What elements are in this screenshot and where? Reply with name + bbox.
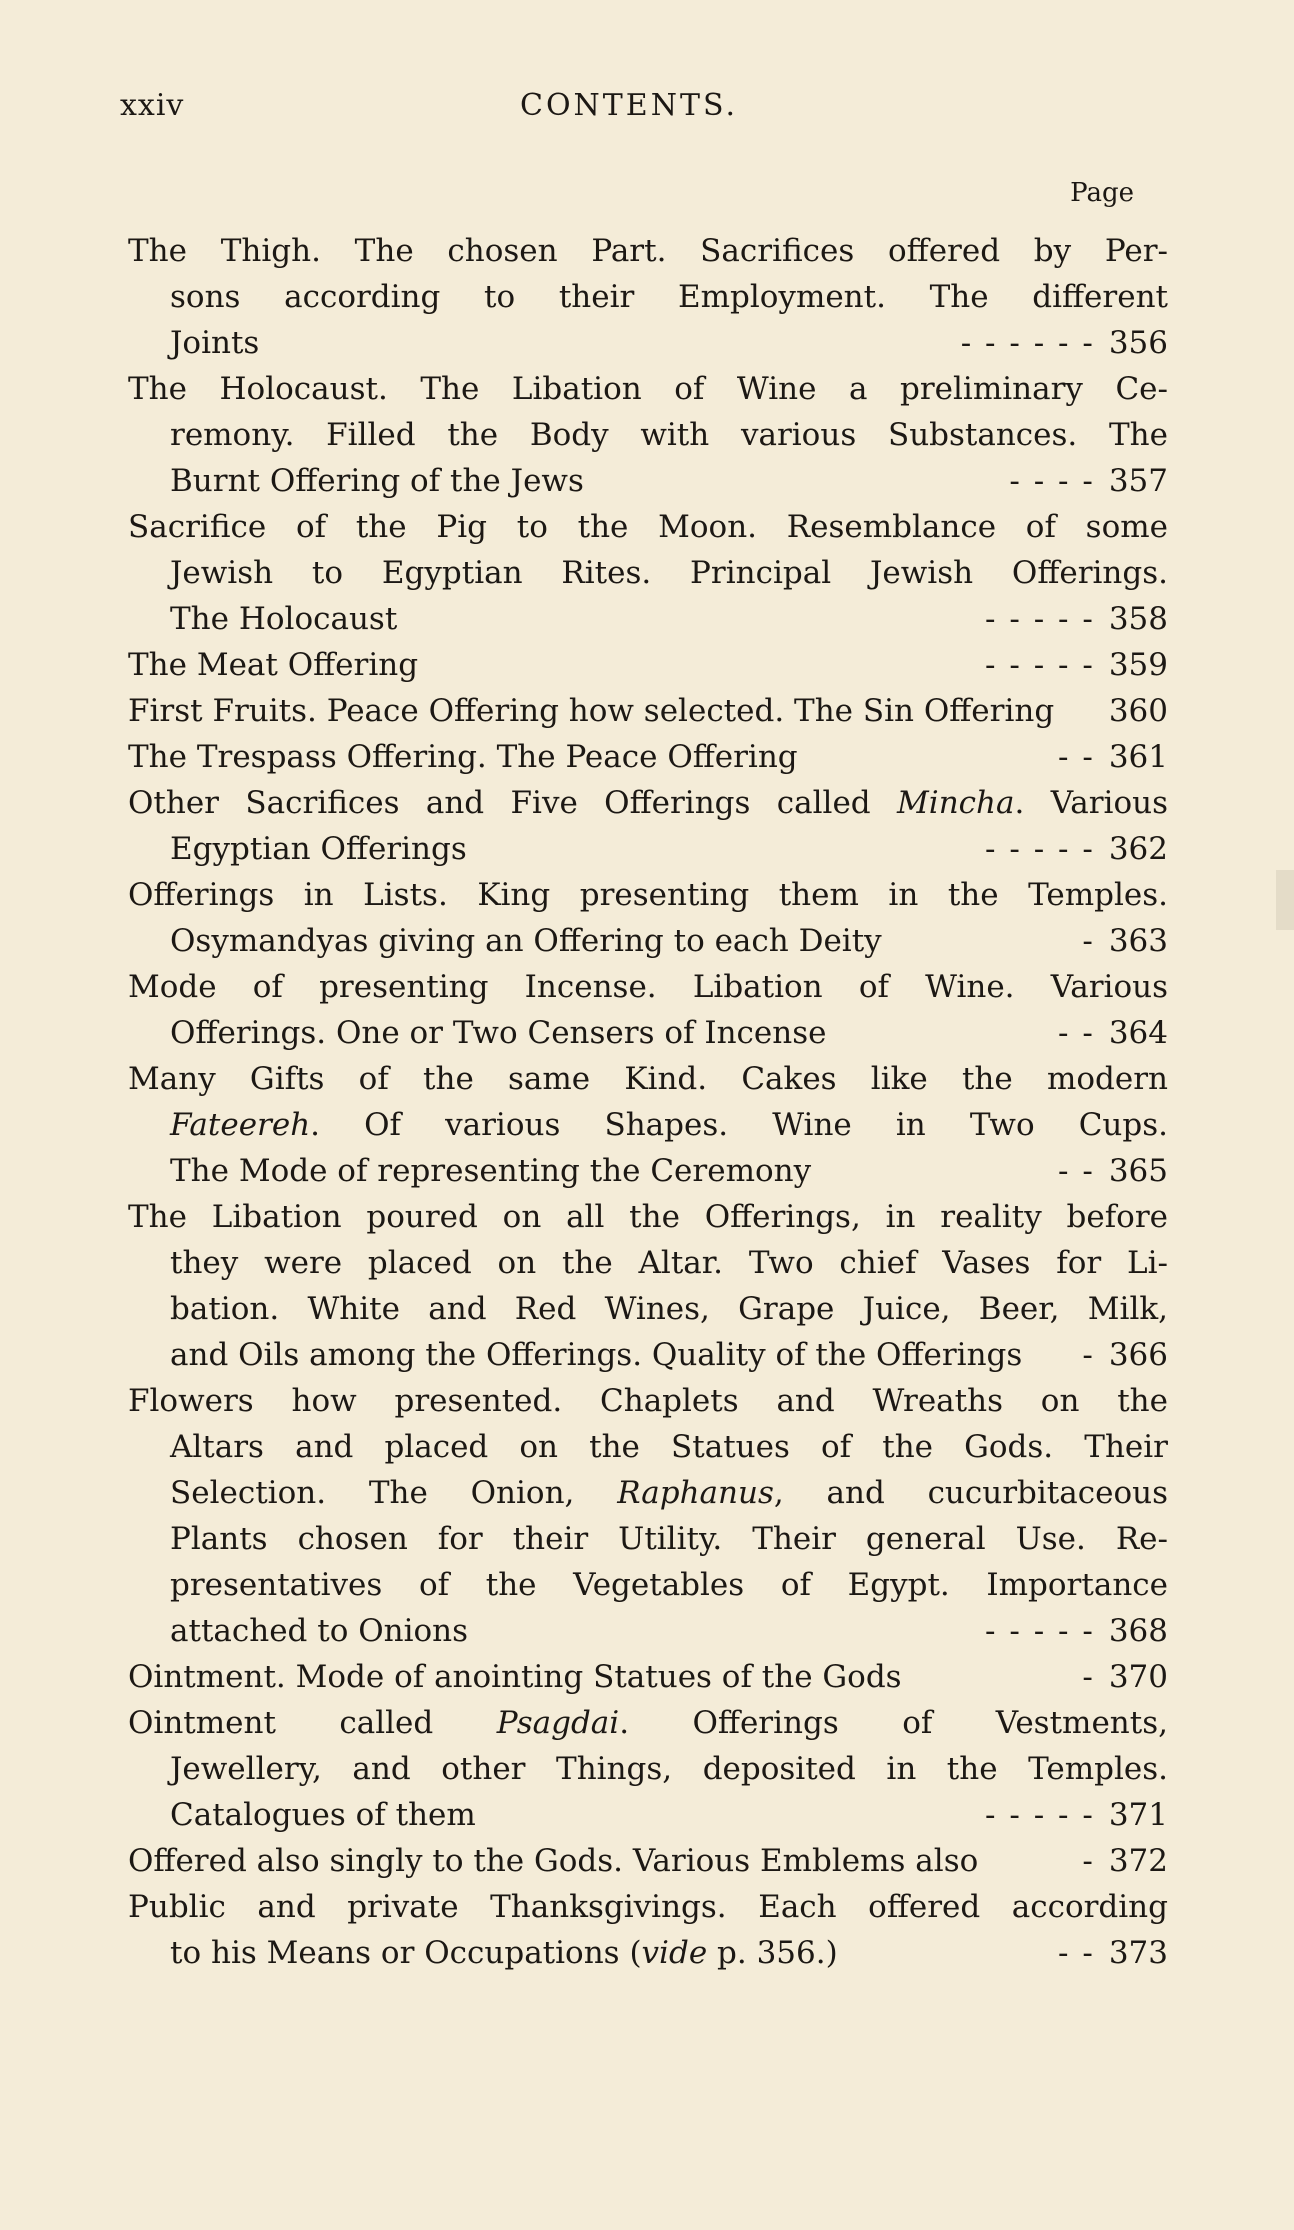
contents-line	[128, 1562, 1168, 1608]
contents-line	[128, 1608, 1168, 1654]
contents-line-text: Flowers how presented. Chaplets and Wreaths on the	[128, 1383, 1168, 1419]
page-number: 372	[1108, 1843, 1168, 1879]
contents-line-text: Burnt Offering of the Jews	[170, 463, 584, 499]
page-header	[0, 88, 1294, 128]
contents-line	[128, 320, 1168, 366]
contents-line-text: Sacrifice of the Pig to the Moon. Resemblance of some	[128, 509, 1168, 545]
page-number: 356	[1108, 325, 1168, 361]
contents-line	[128, 596, 1168, 642]
contents-line-text: Public and private Thanksgivings. Each offered according	[128, 1889, 1168, 1925]
contents-line-text: they were placed on the Altar. Two chief Vases for Li-	[170, 1245, 1168, 1281]
contents-line-text: attached to Onions	[170, 1613, 469, 1649]
page-number: 358	[1108, 601, 1168, 637]
contents-line-text: Offerings in Lists. King presenting them in the Temples.	[128, 877, 1168, 913]
contents-line	[128, 458, 1168, 504]
contents-line	[128, 274, 1168, 320]
contents-line-text: Selection. The Onion, Raphanus, and cucurbitaceous	[170, 1475, 1168, 1511]
leader-dashes: -	[1082, 923, 1095, 959]
contents-line	[128, 1378, 1168, 1424]
contents-line	[128, 688, 1168, 734]
contents-line	[128, 1240, 1168, 1286]
contents-line	[128, 1332, 1168, 1378]
contents-line-text: Plants chosen for their Utility. Their general Use. Re-	[170, 1521, 1168, 1557]
contents-line	[128, 642, 1168, 688]
contents-line-text: sons according to their Employment. The different	[170, 279, 1168, 315]
contents-line-text: Egyptian Offerings	[170, 831, 467, 867]
contents-line-text: presentatives of the Vegetables of Egypt. Importance	[170, 1567, 1168, 1603]
page-number: 365	[1108, 1153, 1168, 1189]
leader-dashes: - -	[1058, 1153, 1095, 1189]
page-number: 360	[1108, 693, 1168, 729]
page-number: 357	[1108, 463, 1168, 499]
contents-line	[128, 1010, 1168, 1056]
contents-line-text: Many Gifts of the same Kind. Cakes like the modern	[128, 1061, 1168, 1097]
contents-line	[128, 1470, 1168, 1516]
contents-line	[128, 1792, 1168, 1838]
contents-line	[128, 1884, 1168, 1930]
leader-dashes: - - - - -	[985, 1797, 1095, 1833]
contents-line	[128, 366, 1168, 412]
contents-list	[128, 228, 1168, 1976]
contents-line	[128, 1102, 1168, 1148]
contents-line	[128, 1700, 1168, 1746]
page-number: 373	[1108, 1935, 1168, 1971]
contents-line	[128, 918, 1168, 964]
leader-dashes: -	[1082, 1337, 1095, 1373]
page-number: 364	[1108, 1015, 1168, 1051]
leader-dashes: - - - - -	[985, 831, 1095, 867]
contents-line-text: Ointment called Psagdai. Offerings of Vestments,	[128, 1705, 1168, 1741]
contents-line-text: Catalogues of them	[170, 1797, 476, 1833]
page-number: 366	[1108, 1337, 1168, 1373]
leader-dashes: - - - - -	[985, 647, 1095, 683]
contents-line-text: Joints	[170, 325, 260, 361]
contents-line-text: The Holocaust	[170, 601, 398, 637]
contents-line-text: and Oils among the Offerings. Quality of the Offerings	[170, 1337, 1023, 1373]
contents-line-text: First Fruits. Peace Offering how selected. The Sin Offering	[128, 693, 1055, 729]
page-number: 362	[1108, 831, 1168, 867]
page-number: 363	[1108, 923, 1168, 959]
contents-line-text: Osymandyas giving an Offering to each Deity	[170, 923, 882, 959]
contents-line-text: Jewish to Egyptian Rites. Principal Jewish Offerings.	[170, 555, 1168, 591]
contents-line	[128, 1148, 1168, 1194]
page-column-label: Page	[1070, 178, 1134, 208]
contents-line-text: Offerings. One or Two Censers of Incense	[170, 1015, 827, 1051]
leader-dashes: - - - - -	[985, 1613, 1095, 1649]
page-number: 361	[1108, 739, 1168, 775]
contents-line	[128, 1056, 1168, 1102]
contents-line	[128, 1286, 1168, 1332]
contents-line	[128, 504, 1168, 550]
contents-line	[128, 1194, 1168, 1240]
page-number: 371	[1108, 1797, 1168, 1833]
leader-dashes: - -	[1058, 739, 1095, 775]
contents-line-text: The Mode of representing the Ceremony	[170, 1153, 812, 1189]
contents-line	[128, 964, 1168, 1010]
contents-line-text: The Meat Offering	[128, 647, 419, 683]
contents-line	[128, 550, 1168, 596]
leader-dashes: - -	[1058, 1935, 1095, 1971]
contents-line	[128, 1930, 1168, 1976]
contents-line	[128, 1424, 1168, 1470]
contents-line	[128, 412, 1168, 458]
contents-line-text: remony. Filled the Body with various Substances. The	[170, 417, 1168, 453]
contents-line	[128, 780, 1168, 826]
contents-line-text: The Libation poured on all the Offerings, in reality before	[128, 1199, 1168, 1235]
contents-line	[128, 826, 1168, 872]
contents-line-text: Ointment. Mode of anointing Statues of the Gods	[128, 1659, 902, 1695]
contents-line-text: The Thigh. The chosen Part. Sacrifices offered by Per-	[128, 233, 1168, 269]
page-number: 359	[1108, 647, 1168, 683]
page-edge-mark	[1276, 870, 1294, 930]
contents-line	[128, 1516, 1168, 1562]
contents-line-text: The Trespass Offering. The Peace Offering	[128, 739, 798, 775]
contents-line	[128, 1838, 1168, 1884]
page-folio: xxiv	[120, 88, 185, 123]
page-number: 370	[1108, 1659, 1168, 1695]
leader-dashes: - -	[1058, 1015, 1095, 1051]
contents-line-text: Fateereh. Of various Shapes. Wine in Two Cups.	[170, 1107, 1168, 1143]
leader-dashes: - - - - - -	[960, 325, 1095, 361]
contents-line	[128, 734, 1168, 780]
contents-line-text: to his Means or Occupations (vide p. 356.)	[170, 1935, 838, 1971]
contents-line	[128, 872, 1168, 918]
leader-dashes: -	[1082, 1843, 1095, 1879]
contents-line-text: bation. White and Red Wines, Grape Juice, Beer, Milk,	[170, 1291, 1168, 1327]
page-number: 368	[1108, 1613, 1168, 1649]
contents-line	[128, 1654, 1168, 1700]
contents-line	[128, 228, 1168, 274]
running-title: CONTENTS.	[520, 88, 738, 123]
contents-line-text: Mode of presenting Incense. Libation of Wine. Various	[128, 969, 1168, 1005]
contents-line-text: Offered also singly to the Gods. Various Emblems also	[128, 1843, 979, 1879]
contents-line-text: Altars and placed on the Statues of the Gods. Their	[170, 1429, 1168, 1465]
contents-line-text: Other Sacrifices and Five Offerings called Mincha. Various	[128, 785, 1168, 821]
leader-dashes: - - - -	[1009, 463, 1095, 499]
contents-line-text: Jewellery, and other Things, deposited in the Temples.	[170, 1751, 1168, 1787]
leader-dashes: -	[1082, 1659, 1095, 1695]
contents-line-text: The Holocaust. The Libation of Wine a preliminary Ce-	[128, 371, 1168, 407]
contents-line	[128, 1746, 1168, 1792]
leader-dashes: - - - - -	[985, 601, 1095, 637]
